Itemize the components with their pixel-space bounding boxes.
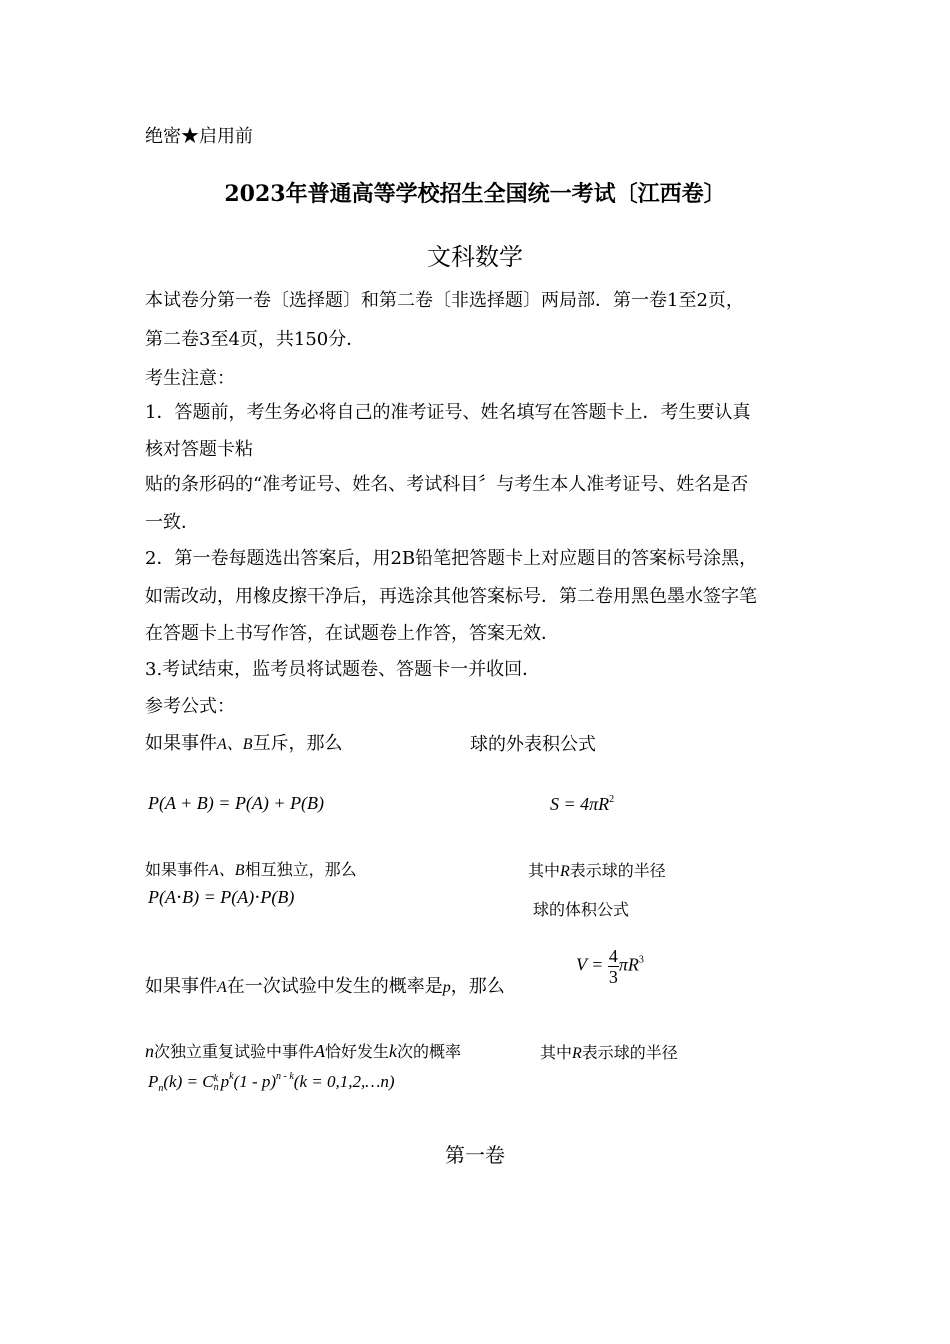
intro-line-2: 第二卷3至4页，共150分． (145, 329, 365, 350)
section-title: 第一卷 (445, 1143, 505, 1167)
formula-4-label: n次独立重复试验中事件A恰好发生k次的概率 (145, 1041, 462, 1061)
exam-subtitle: 文科数学 (427, 243, 523, 271)
formula-1-equation: P(A + B) = P(A) + P(B) (148, 793, 325, 813)
radius-note-2: 其中R表示球的半径 (540, 1043, 678, 1062)
exam-title: 2023年普通高等学校招生全国统一考试〔江西卷〕 (224, 181, 726, 207)
note-3: 3.考试结束，监考员将试题卷、答题卡一并收回． (145, 659, 541, 680)
note-1-line-1: 1．答题前，考生务必将自己的准考证号、姓名填写在答题卡上．考生要认真 (145, 402, 751, 423)
sphere-area-formula: $S = 4\pi R^2$ (550, 794, 615, 814)
radius-note-1: 其中R表示球的半径 (528, 861, 666, 880)
formula-2-label: 如果事件A、B相互独立，那么 (145, 860, 357, 879)
sphere-volume-label: 球的体积公式 (533, 900, 630, 919)
sphere-volume-formula: V = $\frac{4}{3}$ $\pi R^3$ (576, 946, 644, 987)
formulas-heading: 参考公式： (145, 696, 235, 717)
notes-heading: 考生注意： (145, 368, 235, 389)
note-1-line-2: 核对答题卡粘 (145, 439, 253, 460)
formula-1-label: 如果事件A、B互斥，那么 (145, 733, 343, 754)
note-1-line-4: 一致． (145, 512, 199, 533)
formula-3-label: 如果事件A在一次试验中发生的概率是p，那么 (145, 976, 505, 997)
note-2-line-1: 2．第一卷每题选出答案后，用2B铅笔把答题卡上对应题目的答案标号涂黑， (145, 548, 758, 569)
sphere-area-label: 球的外表积公式 (470, 734, 596, 755)
confidential-label: 绝密★启用前 (145, 126, 253, 147)
note-2-line-2: 如需改动，用橡皮擦干净后，再选涂其他答案标号．第二卷用黑色墨水签字笔 (145, 586, 757, 607)
binomial-formula: $P_n(k) = C$ k n $p^k(1 - p)^{n - k}(k$ = 0,1,2,…n) (148, 1071, 395, 1094)
note-2-line-3: 在答题卡上书写作答，在试题卷上作答，答案无效． (145, 623, 559, 644)
note-1-line-3: 贴的条形码的“准考证号、姓名、考试科目〞与考生本人准考证号、姓名是否 (145, 474, 749, 495)
formula-2-equation: P(A⋅B) = P(A)⋅P(B) (148, 887, 295, 907)
intro-line-1: 本试卷分第一卷〔选择题〕和第二卷〔非选择题〕两局部．第一卷1至2页， (145, 290, 744, 311)
